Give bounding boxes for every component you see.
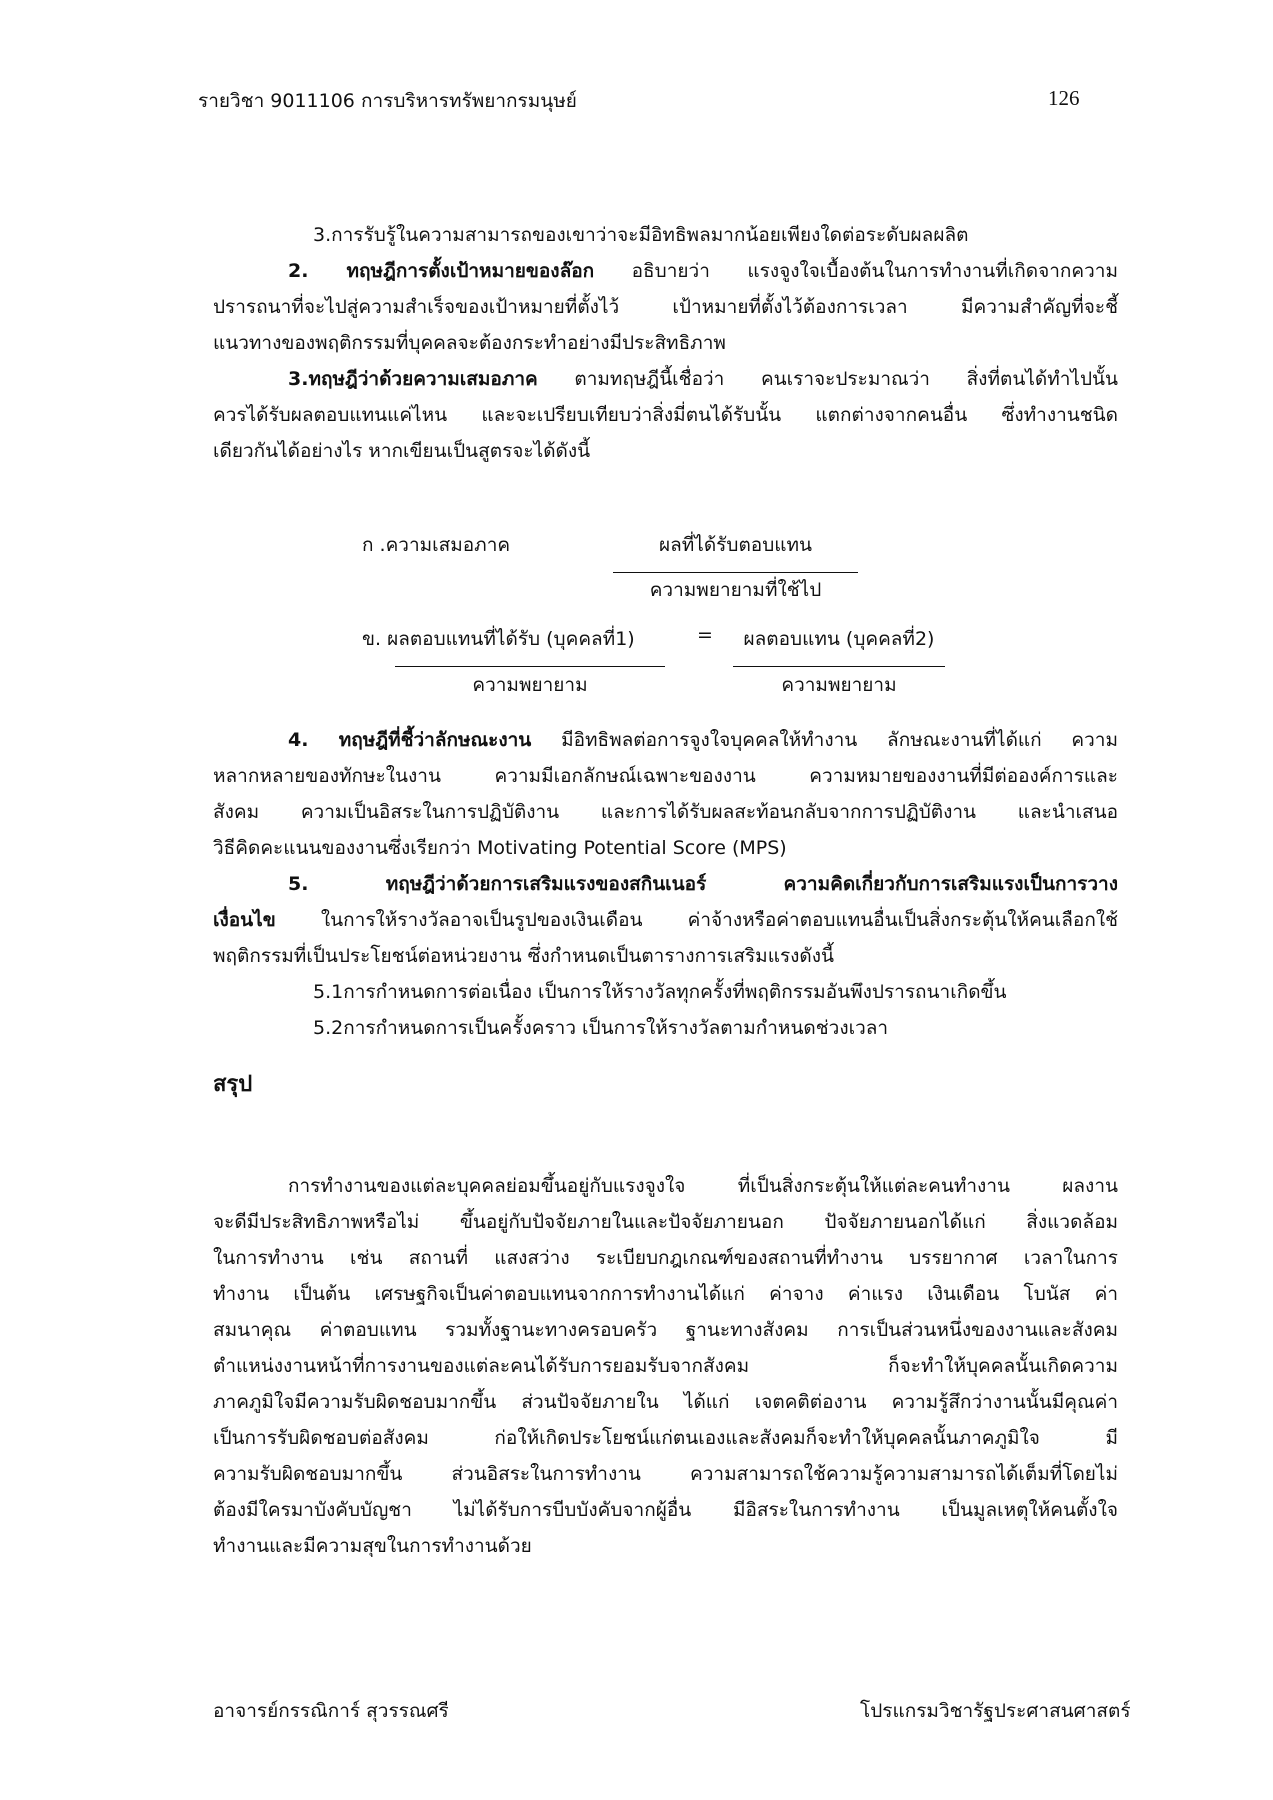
theory4-line1: [288, 722, 1118, 758]
theory5-line2: [213, 902, 1118, 938]
formula-b-right-denominator: ความพยายาม: [781, 674, 897, 696]
footer-author: อาจารย์กรรณิการ์ สุวรรณศรี: [213, 1700, 449, 1722]
footer-program: โปรแกรมวิชารัฐประศาสนศาสตร์: [860, 1700, 1131, 1722]
theory5-title: 5. ทฤษฎีว่าด้วยการเสริมแรงของสกินเนอร์ ความคิดเกี่ยวกับการเสริมแรงเป็นการวาง: [288, 873, 1118, 895]
theory4-line4: วิธีคิดคะแนนของงานซึ่งเรียกว่า Motivating Potential Score (MPS): [213, 837, 787, 859]
theory3-title: 3.ทฤษฎีว่าด้วยความเสมอภาค: [288, 368, 538, 390]
theory2-line3: แนวทางของพฤติกรรมที่บุคคลจะต้องกระทำอย่างมีประสิทธิภาพ: [213, 332, 726, 354]
theory3-line3: เดียวกันได้อย่างไร หากเขียนเป็นสูตรจะได้ดังนี้: [213, 440, 591, 462]
formula-b-left-fraction-line: [395, 666, 665, 667]
summary-line: ภาคภูมิใจมีความรับผิดชอบมากขึ้น ส่วนปัจจัยภายใน ได้แก่ เจตคติต่องาน ความรู้สึกว่างานนั้นมีคุณค่า: [213, 1391, 1118, 1413]
formula-b-left-denominator: ความพยายาม: [472, 674, 588, 696]
summary-line: ความรับผิดชอบมากขึ้น ส่วนอิสระในการทำงาน ความสามารถใช้ความรู้ความสามารถได้เต็มที่โดยไม่: [213, 1463, 1118, 1485]
summary-line: ทำงานและมีความสุขในการทำงานด้วย: [213, 1535, 532, 1557]
summary-line: ต้องมีใครมาบังคับบัญชา ไม่ได้รับการบีบบังคับจากผู้อื่น มีอิสระในการทำงาน เป็นมูลเหตุให้คนตั้งใจ: [213, 1499, 1118, 1521]
summary-heading: สรุป: [213, 1072, 253, 1097]
formula-a-label: ก .ความเสมอภาค: [362, 534, 511, 556]
formula-b-left-numerator: ข. ผลตอบแทนที่ได้รับ (บุคคลที่1): [362, 628, 635, 650]
summary-line: สมนาคุณ ค่าตอบแทน รวมทั้งฐานะทางครอบครัว ฐานะทางสังคม การเป็นส่วนหนึ่งของงานและสังคม: [213, 1319, 1118, 1341]
summary-line: จะดีมีประสิทธิภาพหรือไม่ ขึ้นอยู่กับปัจจัยภายในและปัจจัยภายนอก ปัจจัยภายนอกได้แก่ สิ่งแวดล้อม: [213, 1211, 1118, 1233]
formula-a-numerator: ผลที่ได้รับตอบแทน: [658, 534, 813, 556]
header-course-title: รายวิชา 9011106 การบริหารทรัพยากรมนุษย์: [198, 90, 577, 112]
theory4-title: 4. ทฤษฎีที่ชี้ว่าลักษณะงาน: [288, 729, 532, 751]
theory5-sub1: 5.1การกำหนดการต่อเนื่อง เป็นการให้รางวัลทุกครั้งที่พฤติกรรมอันพึงปรารถนาเกิดขึ้น: [313, 981, 1007, 1003]
theory5-text: ในการให้รางวัลอาจเป็นรูปของเงินเดือน ค่าจ้างหรือค่าตอบแทนอื่นเป็นสิ่งกระตุ้นให้คนเลือกใช้: [275, 909, 1118, 931]
summary-line: เป็นการรับผิดชอบต่อสังคม ก่อให้เกิดประโยชน์แก่ตนเองและสังคมก็จะทำให้บุคคลนั้นภาคภูมิใจ มี: [213, 1427, 1118, 1449]
theory5-line3: พฤติกรรมที่เป็นประโยชน์ต่อหน่วยงาน ซึ่งกำหนดเป็นตารางการเสริมแรงดังนี้: [213, 945, 835, 967]
page-number: 126: [1048, 86, 1080, 110]
formula-b-right-fraction-line: [733, 666, 945, 667]
summary-line: ตำแหน่งงานหน้าที่การงานของแต่ละคนได้รับการยอมรับจากสังคม ก็จะทำให้บุคคลนั้นเกิดความ: [213, 1355, 1118, 1377]
theory2-line1: [288, 253, 1118, 289]
theory5-title-cont: เงื่อนไข: [213, 909, 276, 931]
summary-line: ทำงาน เป็นต้น เศรษฐกิจเป็นค่าตอบแทนจากการทำงานได้แก่ ค่าจาง ค่าแรง เงินเดือน โบนัส ค่า: [213, 1283, 1118, 1305]
theory5-sub2: 5.2การกำหนดการเป็นครั้งคราว เป็นการให้รางวัลตามกำหนดช่วงเวลา: [313, 1017, 889, 1039]
formula-b-right-numerator: ผลตอบแทน (บุคคลที่2): [743, 628, 935, 650]
theory4-line3: สังคม ความเป็นอิสระในการปฏิบัติงาน และการได้รับผลสะท้อนกลับจากการปฏิบัติงาน และนำเสนอ: [213, 801, 1118, 823]
theory4-line2: หลากหลายของทักษะในงาน ความมีเอกลักษณ์เฉพาะของงาน ความหมายของงานที่มีต่อองค์การและ: [213, 765, 1118, 787]
formula-a-fraction-line: [613, 572, 858, 573]
summary-line: ในการทำงาน เช่น สถานที่ แสงสว่าง ระเบียบกฎเกณฑ์ของสถานที่ทำงาน บรรยากาศ เวลาในการ: [213, 1247, 1118, 1269]
summary-line: การทำงานของแต่ละบุคคลย่อมขึ้นอยู่กับแรงจูงใจ ที่เป็นสิ่งกระตุ้นให้แต่ละคนทำงาน ผลงาน: [288, 1175, 1118, 1197]
theory3-text: ตามทฤษฎีนี้เชื่อว่า คนเราจะประมาณว่า สิ่งที่ตนได้ทำไปนั้น: [537, 368, 1118, 390]
theory3-line1: [288, 361, 1118, 397]
theory3-line2: ควรได้รับผลตอบแทนแค่ไหน และจะเปรียบเทียบว่าสิ่งมี่ตนได้รับนั้น แตกต่างจากคนอื่น ซึ่งทำงานชนิด: [213, 404, 1118, 426]
list-item-3: 3.การรับรู้ในความสามารถของเขาว่าจะมีอิทธิพลมากน้อยเพียงใดต่อระดับผลผลิต: [313, 224, 969, 246]
theory2-title: 2. ทฤษฎีการตั้งเป้าหมายของล๊อก: [288, 260, 595, 282]
theory4-text: มีอิทธิพลต่อการจูงใจบุคคลให้ทำงาน ลักษณะงานที่ได้แก่ ความ: [531, 729, 1118, 751]
theory2-text: อธิบายว่า แรงจูงใจเบื้องต้นในการทำงานที่เกิดจากความ: [594, 260, 1118, 282]
formula-equals: =: [697, 624, 713, 646]
formula-a-denominator: ความพยายามที่ใช้ไป: [649, 579, 822, 601]
theory2-line2: ปรารถนาที่จะไปสู่ความสำเร็จของเป้าหมายที่ตั้งไว้ เป้าหมายที่ตั้งไว้ต้องการเวลา มีความสำคัญที่จะชี้: [213, 296, 1118, 318]
